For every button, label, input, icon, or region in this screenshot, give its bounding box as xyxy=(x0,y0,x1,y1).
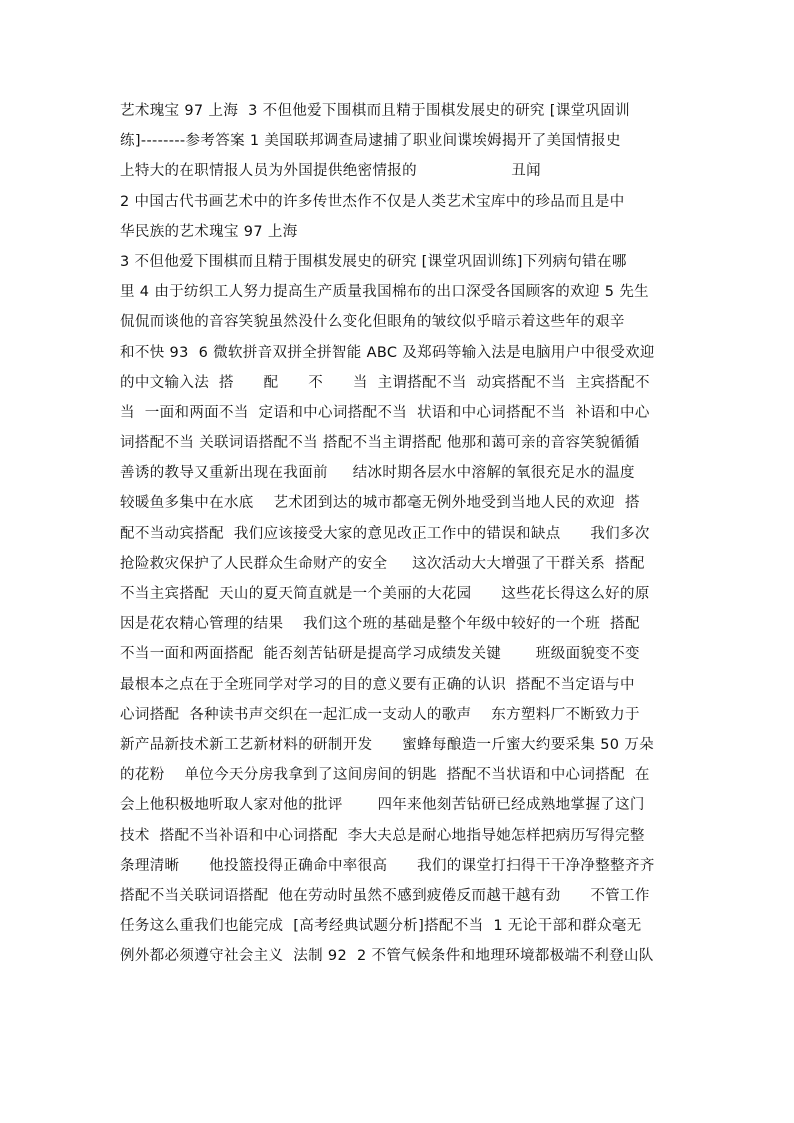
text-line: 不当主宾搭配 天山的夏天简直就是一个美丽的大花园 这些花长得这么好的原 xyxy=(120,586,650,602)
text-line: 华民族的艺术瑰宝 97 上海 xyxy=(120,223,298,240)
text-line: 条理清晰 他投篮投得正确命中率很高 我们的课堂打扫得干干净净整整齐齐 xyxy=(120,857,655,874)
text-line: 的中文输入法 搭 配 不 当 主谓搭配不当 动宾搭配不当 主宾搭配不 xyxy=(120,374,650,391)
text-line: 练]--------参考答案 1 美国联邦调查局逮捕了职业间谍埃姆揭开了美国情报史 xyxy=(120,133,621,150)
text-line: 侃侃而谈他的音容笑貌虽然没什么变化但眼角的皱纹似乎暗示着这些年的艰辛 xyxy=(120,314,625,331)
text-line: 心词搭配 各种读书声交织在一起汇成一支动人的歌声 东方塑料厂不断致力于 xyxy=(120,706,640,723)
text-line: 任务这么重我们也能完成 [高考经典试题分析]搭配不当 1 无论干部和群众毫无 xyxy=(120,918,642,935)
text-line: 新产品新技术新工艺新材料的研制开发 蜜蜂每酿造一斤蜜大约要采集 50 万朵 xyxy=(120,736,655,753)
text-line: 2 中国古代书画艺术中的许多传世杰作不仅是人类艺术宝库中的珍品而且是中 xyxy=(120,193,625,210)
text-line: 较暖鱼多集中在水底 艺术团到达的城市都毫无例外地受到当地人民的欢迎 搭 xyxy=(120,495,640,512)
text-line: 词搭配不当 关联词语搭配不当 搭配不当主谓搭配 他那和蔼可亲的音容笑貌循循 xyxy=(120,435,640,452)
text-line: 会上他积极地听取人家对他的批评 四年来他刻苦钻研已经成熟地掌握了这门 xyxy=(120,797,645,814)
text-line: 3 不但他爱下围棋而且精于围棋发展史的研究 [课堂巩固训练]下列病句错在哪 xyxy=(120,253,627,270)
text-line: 的花粉 单位今天分房我拿到了这间房间的钥匙 搭配不当状语和中心词搭配 在 xyxy=(120,767,650,784)
text-line: 和不快 93 6 微软拼音双拼全拼智能 ABC 及郑码等输入法是电脑用户中很受欢迎 xyxy=(120,344,655,361)
text-line: 搭配不当关联词语搭配 他在劳动时虽然不感到疲倦反而越干越有劲 不管工作 xyxy=(120,887,650,904)
text-line: 例外都必须遵守社会主义 法制 92 2 不管气候条件和地理环境都极端不利登山队 xyxy=(120,948,654,965)
text-line: 配不当动宾搭配 我们应该接受大家的意见改正工作中的错误和缺点 我们多次 xyxy=(120,525,650,542)
text-line: 善诱的教导又重新出现在我面前 结冰时期各层水中溶解的氧很充足水的温度 xyxy=(120,465,635,482)
text-line: 上特大的在职情报人员为外国提供绝密情报的 丑闻 xyxy=(120,163,541,180)
text-line: 因是花农精心管理的结果 我们这个班的基础是整个年级中较好的一个班 搭配 xyxy=(120,616,640,633)
text-line: 里 4 由于纺织工人努力提高生产质量我国棉布的出口深受各国顾客的欢迎 5 先生 xyxy=(120,284,650,301)
text-line: 艺术瑰宝 97 上海 3 不但他爱下围棋而且精于围棋发展史的研究 [课堂巩固训 xyxy=(120,103,630,119)
text-line: 不当一面和两面搭配 能否刻苦钻研是提高学习成绩发关键 班级面貌变不变 xyxy=(120,646,640,663)
body-text xyxy=(120,96,680,971)
text-line: 抢险救灾保护了人民群众生命财产的安全 这次活动大大增强了干群关系 搭配 xyxy=(120,555,645,572)
text-line: 最根本之点在于全班同学对学习的目的意义要有正确的认识 搭配不当定语与中 xyxy=(120,676,635,693)
text-line: 当 一面和两面不当 定语和中心词搭配不当 状语和中心词搭配不当 补语和中心 xyxy=(120,404,650,421)
text-line: 技术 搭配不当补语和中心词搭配 李大夫总是耐心地指导她怎样把病历写得完整 xyxy=(120,827,645,844)
